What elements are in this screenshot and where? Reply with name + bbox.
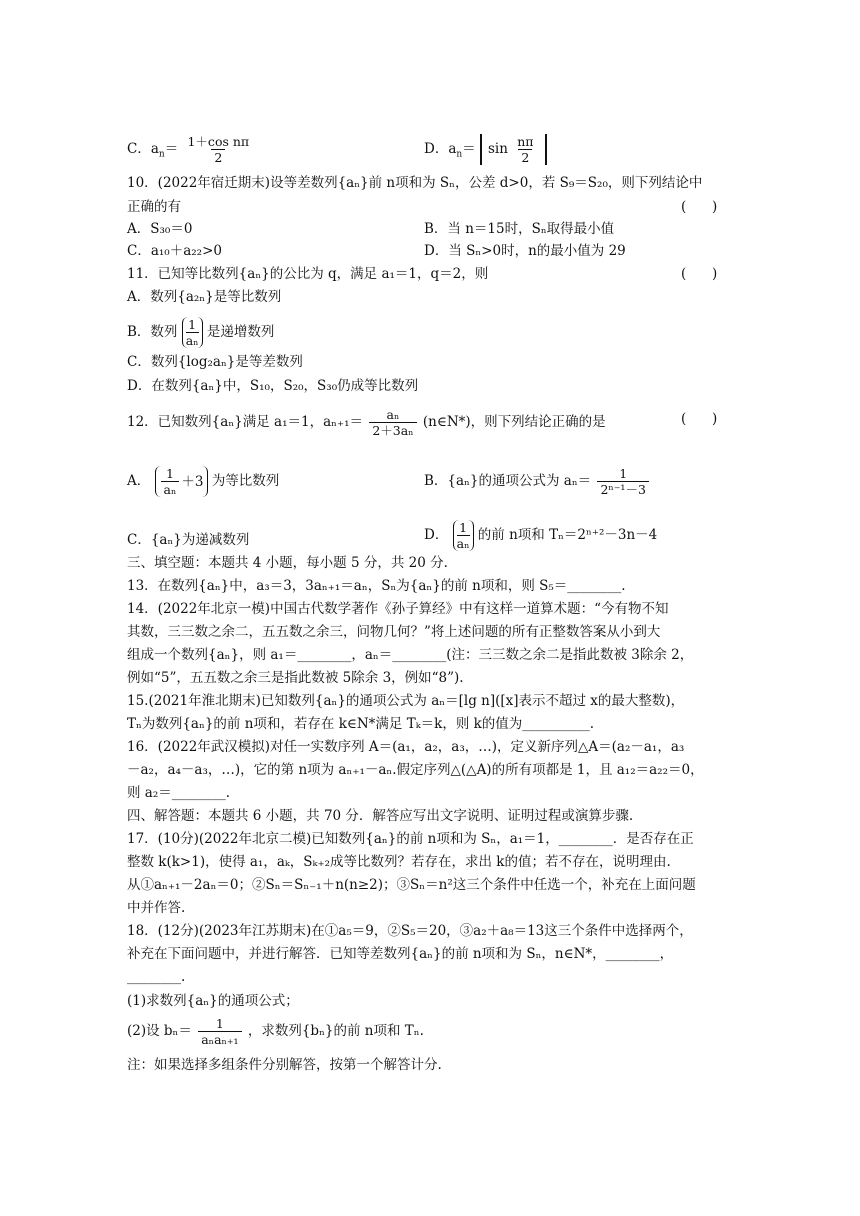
q11-stem: 11．已知等比数列{aₙ}的公比为 q，满足 a₁＝1，q＝2，则 <box>127 266 489 282</box>
q11-option-c: C．数列{log₂aₙ}是等差数列 <box>127 354 303 370</box>
q17-line1: 17．(10分)(2022年北京二模)已知数列{aₙ}的前 n项和为 Sₙ，a₁＝1，________．是否存在正 <box>127 831 694 847</box>
q14-line4: 例如“5”，五五数之余三是指此数被 5除余 3，例如“8”). <box>127 670 464 686</box>
q11-option-b: B．数列 $\frac{1}{\text{aₙ}}$ 是递增数列 <box>127 317 275 348</box>
q10-option-d: D．当 Sₙ>0时，n的最小值为 29 <box>424 243 626 259</box>
q12-option-c: C．{aₙ}为递减数列 <box>127 532 250 548</box>
q12-stem: 12．已知数列{aₙ}满足 a₁＝1，aₙ₊₁＝ $\frac{\text{aₙ}}{\text{2＋3aₙ}}$ (n∈N*)，则下列结论正确的是 <box>127 407 606 438</box>
q10-option-c: C．a₁₀＋a₂₂>0 <box>127 243 222 259</box>
q12-option-a: A． $\frac{1}{\text{aₙ}}$ ＋3 为等比数列 <box>127 466 280 497</box>
q9-option-d: D．$a_n= \sin$ $\frac{n\pi}{2}$ <box>424 134 547 165</box>
q13: 13．在数列{aₙ}中，a₃＝3，3aₙ₊₁＝aₙ，Sₙ为{aₙ}的前 n项和，则 S₅＝________. <box>127 578 626 594</box>
q18-line1: 18．(12分)(2023年江苏期末)在①a₅＝9，②S₅＝20，③a₂＋a₈＝13这三个条件中选择两个， <box>127 923 693 939</box>
q9-option-c-fraction: $\frac{\text{1＋cos nπ}}{2}$ <box>187 134 250 165</box>
q14-line1: 14．(2022年北京一模)中国古代数学著作《孙子算经》中有这样一道算术题：“今有物不知 <box>127 601 669 617</box>
q12-option-b: B．{aₙ}的通项公式为 aₙ＝ $\frac{1}{\text{2ⁿ⁻¹－3}}$ <box>424 466 651 497</box>
q16-line1: 16．(2022年武汉模拟)对任一实数序列 A＝(a₁，a₂，a₃，…)，定义新序列△A＝(a₂－a₁，a₃ <box>127 739 685 755</box>
q10-stem-line2: 正确的有 <box>127 199 181 215</box>
q10-option-a: A．S₃₀＝0 <box>127 221 193 237</box>
q16-line2: －a₂，a₄－a₃，…)，它的第 n项为 aₙ₊₁－aₙ.假定序列△(△A)的所有项都是 1，且 a₁₂＝a₂₂＝0， <box>127 762 704 778</box>
q18-line2: 补充在下面问题中，并进行解答．已知等差数列{aₙ}的前 n项和为 Sₙ，n∈N*，________， <box>127 946 674 962</box>
q10-stem-line1: 10．(2022年宿迁期末)设等差数列{aₙ}前 n项和为 Sₙ，公差 d>0，若 S₉＝S₂₀，则下列结论中 <box>127 175 703 191</box>
q18-note: 注：如果选择多组条件分别解答，按第一个解答计分. <box>127 1057 442 1073</box>
q10-option-b: B．当 n＝15时，Sₙ取得最小值 <box>424 221 615 237</box>
q10-answer-paren: ( ) <box>681 199 718 215</box>
q17-line2: 整数 k(k>1)，使得 a₁，aₖ，Sₖ₊₂成等比数列？若存在，求出 k的值；若不存在，说明理由. <box>127 854 671 870</box>
q18-part2: (2)设 bₙ＝ $\frac{1}{\text{aₙaₙ₊₁}}$ ，求数列{bₙ}的前 n项和 Tₙ. <box>127 1016 424 1047</box>
q17-line3: 从①aₙ₊₁－2aₙ＝0；②Sₙ＝Sₙ₋₁＋n(n≥2)；③Sₙ＝n²这三个条件中任选一个，补充在上面问题 <box>127 877 696 893</box>
q15-line1: 15.(2021年淮北期末)已知数列{aₙ}的通项公式为 aₙ＝[lg n]([x]表示不超过 x的最大整数)， <box>127 693 685 709</box>
q12-answer-paren: ( ) <box>681 411 718 427</box>
q16-line3: 则 a₂＝________. <box>127 785 231 801</box>
q11-answer-paren: ( ) <box>681 266 718 282</box>
section-4-heading: 四、解答题：本题共 6 小题，共 70 分．解答应写出文字说明、证明过程或演算步骤. <box>127 808 634 824</box>
q11-option-a: A．数列{a₂ₙ}是等比数列 <box>127 289 282 305</box>
q18-part1: (1)求数列{aₙ}的通项公式； <box>127 993 299 1009</box>
q17-line4: 中并作答. <box>127 900 186 916</box>
q14-line2: 其数，三三数之余二，五五数之余三，问物几何？”将上述问题的所有正整数答案从小到大 <box>127 624 661 640</box>
q9-option-d-abs: sin $\frac{n\pi}{2}$ <box>480 134 547 165</box>
q9-option-c: C．$a_n=$ $\frac{\text{1＋cos nπ}}{2}$ <box>127 134 254 165</box>
q14-line3: 组成一个数列{aₙ}，则 a₁＝________，aₙ＝________(注：三三数之余二是指此数被 3除余 2， <box>127 647 694 663</box>
section-3-heading: 三、填空题：本题共 4 小题，每小题 5 分，共 20 分. <box>127 555 448 571</box>
q11-option-d: D．在数列{aₙ}中，S₁₀，S₂₀，S₃₀仍成等比数列 <box>127 378 419 394</box>
q18-line3: ________. <box>127 969 186 985</box>
q15-line2: Tₙ为数列{aₙ}的前 n项和，若存在 k∈N*满足 Tₖ＝k，则 k的值为__________. <box>127 716 595 732</box>
q12-option-d: D． $\frac{1}{\text{aₙ}}$ 的前 n项和 Tₙ＝2ⁿ⁺²－3n－4 <box>424 520 658 551</box>
